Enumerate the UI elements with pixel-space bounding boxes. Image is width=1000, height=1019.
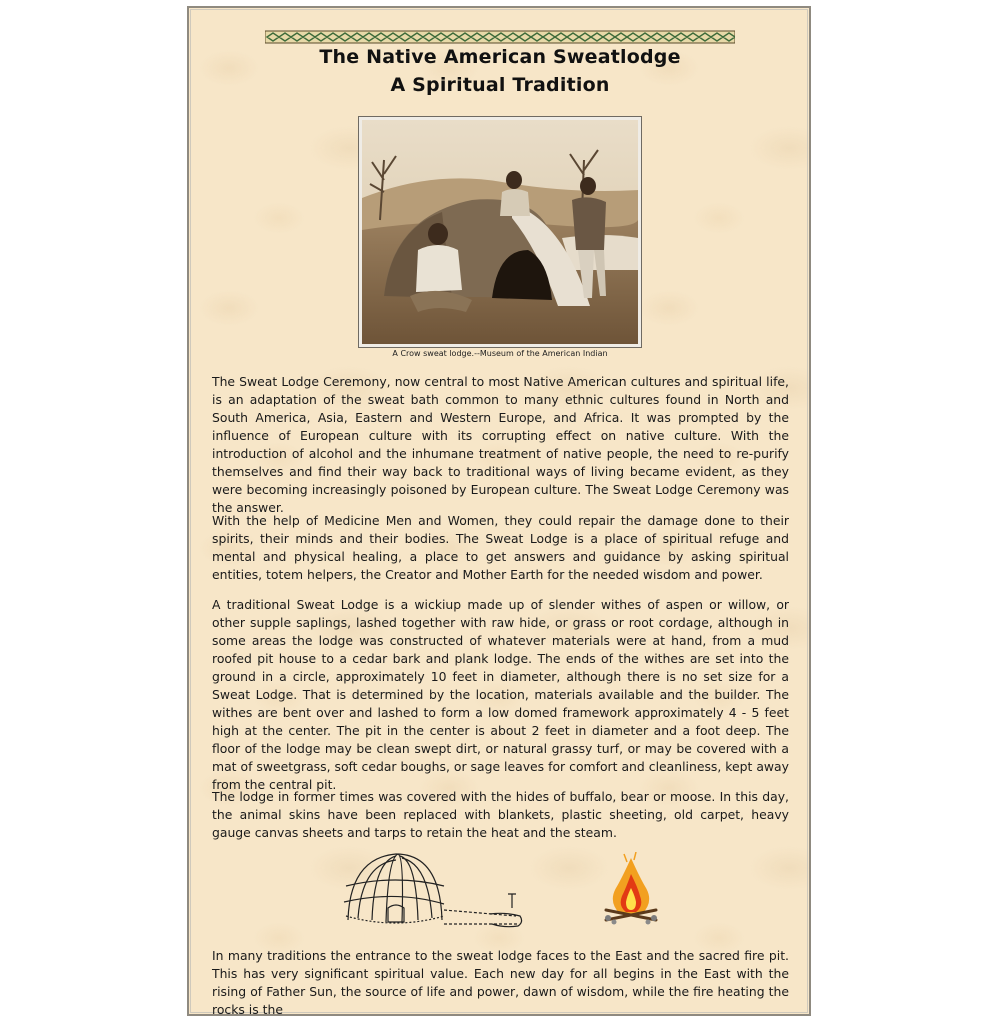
page-title: The Native American Sweatlodge	[319, 46, 681, 68]
sweat-lodge-photo	[358, 116, 642, 348]
sweat-lodge-photo-icon	[362, 120, 638, 344]
article-paragraph: With the help of Medicine Men and Women, they could repair the damage done to their spirits, their minds and their bodies. The Sweat Lodge is a place of spiritual refuge and mental and physical healing, a place to get answers and guidance by asking spiritual entities, totem helpers, the Creator and Mother Earth for the needed wisdom and power.	[212, 513, 789, 582]
article-paragraph: The lodge in former times was covered with the hides of buffalo, bear or moose. In this day, the animal skins have been replaced with blankets, plastic sheeting, old carpet, heavy gauge canvas sheets and tarps to retain the heat and the steam.	[212, 789, 789, 840]
article-paragraph: In many traditions the entrance to the sweat lodge faces to the East and the sacred fire pit. This has very significant spiritual value. Each new day for all begins in the East with the rising of Father Sun, the source of life and power, dawn of wisdom, while the fire heating the rocks is the	[212, 948, 789, 1017]
lodge-frame-drawing-icon	[340, 850, 530, 932]
article-paragraph: A traditional Sweat Lodge is a wickiup made up of slender withes of aspen or willow, or other supple saplings, lashed together with raw hide, or grass or root cordage, although in some areas the lodge was constructed of whatever materials were at hand, from a mud roofed pit house to a cedar bark and plank lodge. The ends of the withes are set into the ground in a circle, approximately 10 feet in diameter, although there is no set size for a Sweat Lodge. That is determined by the location, materials available and the builder. The withes are bent over and lashed to form a low domed framework approximately 4 - 5 feet high at the center. The pit in the center is about 2 feet in diameter and a foot deep. The floor of the lodge may be clean swept dirt, or natural grassy turf, or may be covered with a mat of sweetgrass, soft cedar boughs, or sage leaves for comfort and cleanliness, kept away from the central pit.	[212, 597, 789, 792]
article-paragraph: The Sweat Lodge Ceremony, now central to most Native American cultures and spiritual life, is an adaptation of the sweat bath common to many ethnic cultures found in North and South America, Asia, Eastern and Western Europe, and Africa. It was prompted by the influence of European culture with its corrupting effect on native culture. With the introduction of alcohol and the inhumane treatment of native people, the need to re-purify themselves and find their way back to traditional ways of living became evident, as they were becoming increasingly poisoned by European culture. The Sweat Lodge Ceremony was the answer.	[212, 374, 789, 515]
campfire-icon	[600, 852, 662, 926]
native-pattern-border-icon	[265, 30, 735, 44]
photo-caption: A Crow sweat lodge.--Museum of the American Indian	[392, 349, 608, 358]
page-subtitle: A Spiritual Tradition	[390, 74, 610, 96]
